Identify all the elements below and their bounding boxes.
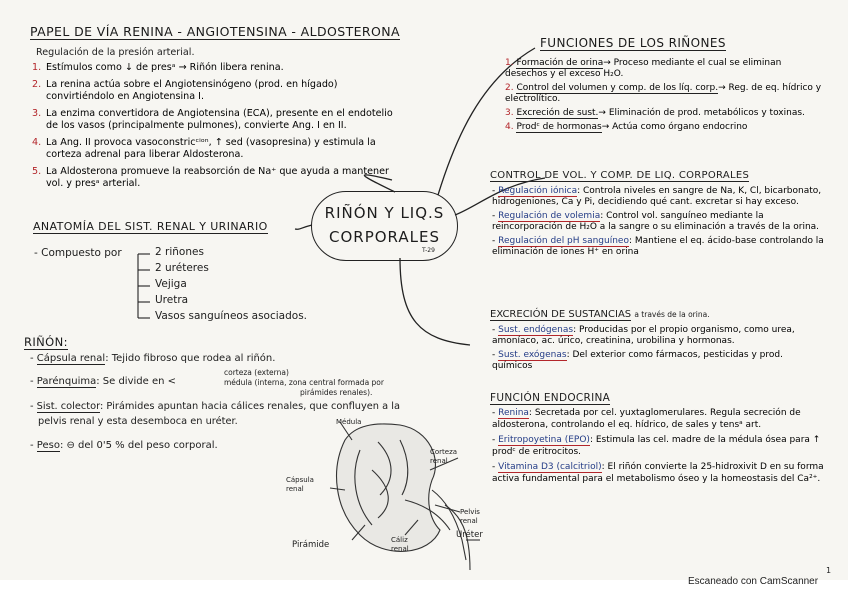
raa-num-1: 1. (32, 62, 42, 73)
page-number: 1 (826, 566, 832, 575)
kidney-parenquima: - Parénquima: Se divide en < (30, 376, 177, 387)
scanner-watermark: Escaneado con CamScanner (688, 576, 819, 587)
function-item-3: 3. Excreción de sust.→ Eliminación de prod. metabólicos y toxinas. (505, 108, 805, 118)
excretion-list (492, 325, 824, 372)
excretion-title: EXCRECIÓN DE SUSTANCIAS (490, 309, 632, 320)
kidney-title: RIÑÓN: (24, 335, 68, 349)
excretion-title-row (490, 309, 710, 320)
anatomy-part-4: Uretra (155, 294, 189, 306)
raa-item-3: La enzima convertidora de Angiotensina (ECA), presente en el endotelio de los vasos (principalmente pulmones), convierte Ang. I en II. (46, 107, 393, 131)
anatomy-part-2: 2 uréteres (155, 262, 209, 274)
kidney-capsula-text: : Tejido fibroso que rodea al riñón. (105, 353, 276, 364)
central-topic-tag: T-29 (422, 247, 435, 254)
anatomy-title: ANATOMÍA DEL SIST. RENAL Y URINARIO (33, 220, 268, 233)
kidney-peso-term: Peso (36, 440, 60, 451)
kidney-colector-term: Sist. colector (36, 401, 100, 412)
anatomy-part-5: Vasos sanguíneos asociados. (155, 310, 307, 322)
excretion-suffix: a través de la orina. (634, 310, 710, 319)
endocrine-list (492, 408, 824, 485)
kidney-label-capsula: Cápsula renal (286, 476, 314, 493)
central-topic-line1: RIÑÓN Y LIQ.S (324, 204, 445, 222)
anatomy-part-3: Vejiga (155, 278, 187, 290)
raa-num-3: 3. (32, 107, 42, 119)
raa-item-2: La renina actúa sobre el Angiotensinógeno (prod. en hígado) convirtiéndolo en Angiotensina I. (46, 78, 338, 102)
control-item-1: - Regulación iónica: Controla niveles en sangre de Na, K, Cl, bicarbonato, hidrogeniones, Ca y Pi, decidiendo qué cant. excretar si hay exceso. (492, 186, 822, 207)
raa-num-4: 4. (32, 136, 42, 148)
function-item-1: 1. Formación de orina→ Proceso mediante el cual se eliminan desechos y el exceso H₂O. (505, 58, 782, 79)
raa-item-5: La Aldosterona promueve la reabsorción de Na⁺ que ayuda a mantener vol. y presᵃ arterial. (46, 165, 389, 189)
excretion-item-2: - Sust. exógenas: Del exterior como fármacos, pesticidas y prod. químicos (492, 350, 783, 371)
raa-title: PAPEL DE VÍA RENINA - ANGIOTENSINA - ALDOSTERONA (30, 24, 400, 39)
control-list (492, 186, 824, 258)
kidney-peso-text: : ⊖ del 0'5 % del peso corporal. (59, 440, 218, 451)
kidney-label-caliz: Cáliz renal (391, 536, 409, 553)
control-item-3: - Regulación del pH sanguíneo: Mantiene el eq. ácido-base controlando la eliminación de iones H⁺ en orina (492, 236, 824, 257)
kidney-label-ureter: Uréter (456, 530, 483, 540)
endocrine-item-1: - Renina: Secretada por cel. yuxtaglomerulares. Regula secreción de aldosterona, controlando el eq. hídrico, de sales y tensᵃ art. (492, 408, 801, 430)
function-item-4: 4. Prodᶜ de hormonas→ Actúa como órgano endocrino (505, 122, 748, 132)
kidney-colector: - Sist. colector: Pirámides apuntan hacia cálices renales, que confluyen a la (30, 401, 400, 412)
kidney-parenquima-text: : Se divide en (96, 376, 165, 387)
kidney-label-piramide: Pirámide (292, 540, 330, 550)
kidney-parenquima-b: médula (interna, zona central formada por (224, 378, 384, 387)
control-item-2: - Regulación de volemia: Control vol. sanguíneo mediante la reincorporación de H₂O a la sangre o su eliminación a través de la orina. (492, 211, 820, 232)
raa-item-4: La Ang. II provoca vasoconstricᶜⁱᵒⁿ, ↑ sed (vasopresina) y estimula la corteza adrenal para liberar Aldosterona. (46, 136, 376, 160)
raa-num-5: 5. (32, 165, 42, 177)
anatomy-part-1: 2 riñones (155, 246, 204, 258)
excretion-item-1: - Sust. endógenas: Producidas por el propio organismo, como urea, amoníaco, ac. úrico, creatinina, urobilina y hormonas. (492, 325, 795, 346)
kidney-label-medula: Médula (336, 418, 362, 426)
control-title: CONTROL DE VOL. Y COMP. DE LIQ. CORPORALES (490, 170, 750, 181)
central-topic-line2: CORPORALES (329, 228, 440, 246)
kidney-colector-2: pelvis renal y esta desemboca en uréter. (38, 416, 238, 427)
kidney-colector-text: : Pirámides apuntan hacia cálices renales, que confluyen a la (99, 401, 400, 412)
raa-subtitle: Regulación de la presión arterial. (36, 47, 195, 58)
kidney-parenquima-c: pirámides renales). (300, 388, 373, 397)
endocrine-item-2: - Eritropoyetina (EPO): Estimula las cel. madre de la médula ósea para ↑ prodᶜ de eritrocitos. (492, 435, 821, 457)
kidney-peso: - Peso: ⊖ del 0'5 % del peso corporal. (30, 440, 218, 451)
raa-num-2: 2. (32, 78, 42, 90)
functions-title: FUNCIONES DE LOS RIÑONES (540, 36, 726, 50)
endocrine-title: FUNCIÓN ENDOCRINA (490, 392, 611, 404)
kidney-label-pelvis: Pelvis renal (460, 508, 480, 525)
functions-list (505, 58, 825, 133)
raa-item-1: Estímulos como ↓ de presᵃ → Riñón libera renina. (46, 62, 284, 73)
kidney-label-corteza: Corteza renal (430, 448, 458, 465)
kidney-capsula: - Cápsula renal: Tejido fibroso que rodea al riñón. (30, 353, 276, 364)
kidney-parenquima-a: corteza (externa) (224, 368, 289, 377)
kidney-parenquima-term: Parénquima (36, 376, 97, 387)
kidney-capsula-term: Cápsula renal (36, 353, 106, 364)
function-item-2: 2. Control del volumen y comp. de los líq. corp.→ Reg. de eq. hídrico y electrolítico. (505, 83, 822, 104)
endocrine-item-3: - Vitamina D3 (calcitriol): El riñón convierte la 25-hidroxivit D en su forma activa fundamental para el metabolismo óseo y la homeostasis del Ca²⁺. (492, 462, 824, 484)
anatomy-lead: - Compuesto por (34, 247, 122, 259)
